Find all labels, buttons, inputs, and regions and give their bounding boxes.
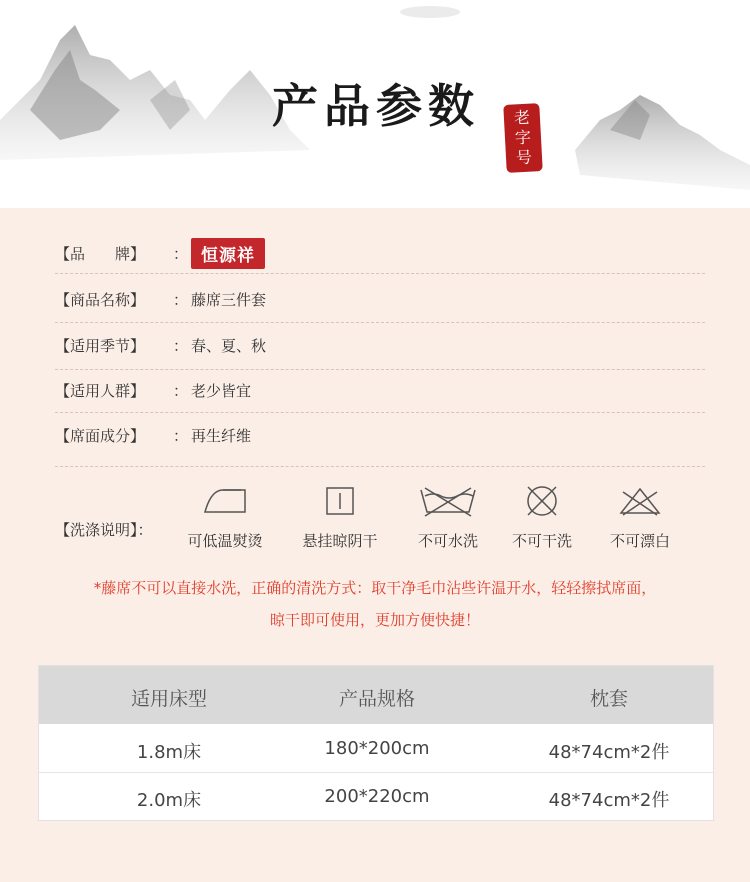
param-row-audience xyxy=(55,367,705,413)
wash-item-no-wash xyxy=(408,484,488,551)
no-wash-icon xyxy=(415,484,481,518)
table-header-cell: 产品规格 xyxy=(338,688,415,710)
table-divider xyxy=(39,772,713,773)
table-cell: 1.8m床 xyxy=(136,742,202,763)
divider xyxy=(55,273,705,274)
table-cell: 48*74cm*2件 xyxy=(548,742,670,763)
param-label: 【适用季节】 xyxy=(55,336,146,355)
size-table xyxy=(38,665,714,821)
param-value: 再生纤维 xyxy=(191,426,252,445)
wash-caption: 可低温熨烫 xyxy=(187,532,263,550)
param-row-material xyxy=(55,412,705,458)
param-row-season xyxy=(55,322,705,368)
param-colon: ： xyxy=(173,336,189,355)
param-colon: ： xyxy=(173,426,189,445)
table-cell: 48*74cm*2件 xyxy=(548,790,670,811)
wash-item-no-bleach xyxy=(600,484,680,551)
table-cell: 180*200cm xyxy=(324,738,430,759)
wash-item-no-dry-clean xyxy=(502,484,582,551)
divider xyxy=(55,466,705,467)
param-label: 【席面成分】 xyxy=(55,426,146,445)
wash-caption: 不可干洗 xyxy=(511,532,572,550)
seal-stamp: 老 字 号 xyxy=(503,103,543,173)
header-banner xyxy=(0,0,750,208)
param-label: 【商品名称】 xyxy=(55,290,146,309)
param-value: 藤席三件套 xyxy=(191,290,267,309)
table-header-cell: 适用床型 xyxy=(130,688,207,710)
param-label: 【品 牌】 xyxy=(55,244,146,263)
washing-label: 【洗涤说明】： xyxy=(55,521,153,539)
care-notice-line-2: 晾干即可使用，更加方便快捷！ xyxy=(269,611,480,629)
wash-caption: 不可漂白 xyxy=(609,532,670,550)
table-cell: 2.0m床 xyxy=(136,790,202,811)
wash-caption: 悬挂晾阴干 xyxy=(302,532,378,550)
no-dry-clean-icon xyxy=(522,484,562,518)
hang-dry-icon xyxy=(310,484,370,518)
table-cell: 200*220cm xyxy=(324,786,430,807)
param-value: 老少皆宜 xyxy=(191,381,252,400)
wash-item-iron xyxy=(180,484,270,551)
care-notice-line-1: *藤席不可以直接水洗，正确的清洗方式：取干净毛巾沾些许温开水，轻轻擦拭席面， xyxy=(93,579,657,597)
param-value: 春、夏、秋 xyxy=(191,336,267,355)
brand-badge: 恒源祥 xyxy=(191,238,265,269)
param-colon: ： xyxy=(173,244,189,263)
param-row-product-name xyxy=(55,276,705,322)
iron-icon xyxy=(195,484,255,518)
param-row-brand xyxy=(55,230,705,276)
param-colon: ： xyxy=(173,381,189,400)
table-header xyxy=(39,666,713,724)
wash-item-hang-dry xyxy=(293,484,387,551)
page-title: 产品参数 xyxy=(272,79,480,133)
wash-caption: 不可水洗 xyxy=(417,532,478,550)
param-label: 【适用人群】 xyxy=(55,381,146,400)
table-header-cell: 枕套 xyxy=(589,688,628,710)
no-bleach-icon xyxy=(615,484,665,518)
param-colon: ： xyxy=(173,290,189,309)
